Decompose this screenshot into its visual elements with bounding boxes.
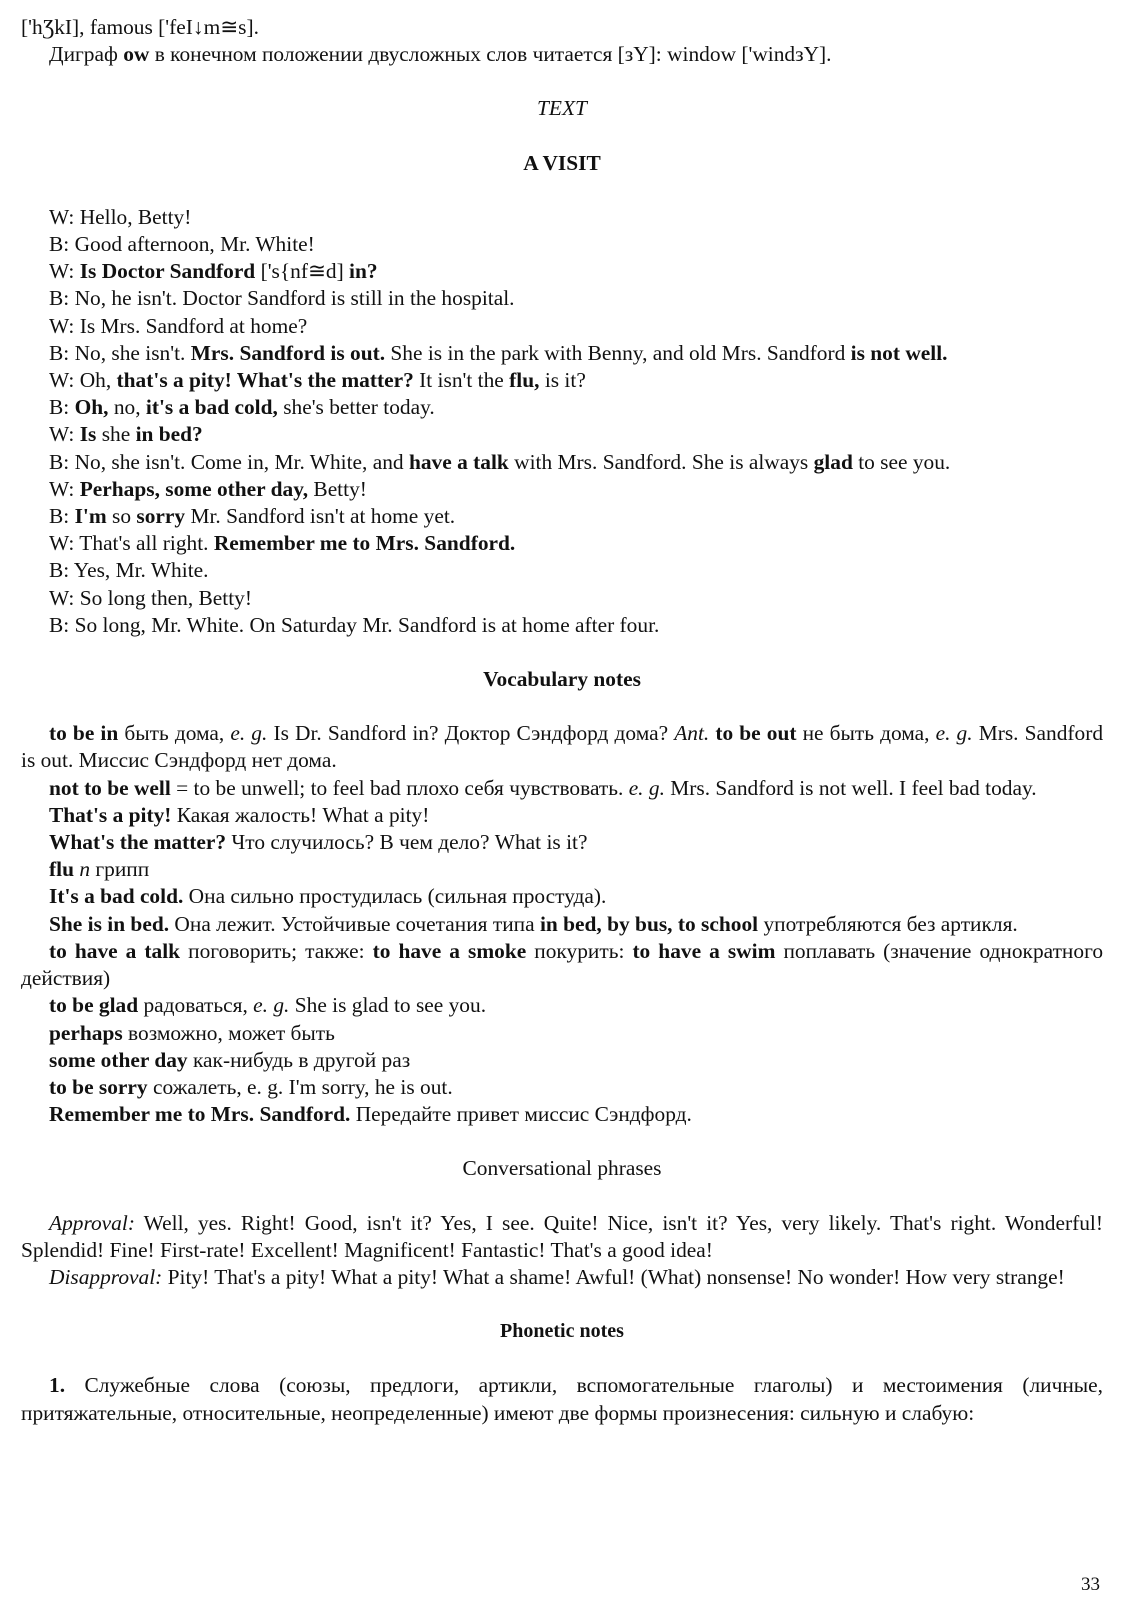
dialogue-line: W: Oh, that's a pity! What's the matter? It isn't the flu, is it? xyxy=(49,368,586,393)
vocab-entry: some other day как-нибудь в другой раз xyxy=(49,1047,411,1072)
speaker: B: xyxy=(49,395,70,420)
vocabulary-notes xyxy=(21,720,1103,1128)
speaker: B: xyxy=(49,340,70,365)
dialogue-line: W: Is Mrs. Sandford at home? xyxy=(49,313,308,338)
speaker: W: xyxy=(49,531,75,556)
dialogue-line: W: Hello, Betty! xyxy=(49,204,192,229)
speaker: W: xyxy=(49,585,75,610)
vocab-entry: to be sorry сожалеть, e. g. I'm sorry, he is out. xyxy=(49,1074,453,1099)
vocab-entry: perhaps возможно, может быть xyxy=(49,1020,335,1045)
speaker: W: xyxy=(49,313,75,338)
speaker: W: xyxy=(49,259,75,284)
vocab-entry: flu n грипп xyxy=(49,857,150,882)
speaker: B: xyxy=(49,449,70,474)
speaker: B: xyxy=(49,612,70,637)
speaker: B: xyxy=(49,558,70,583)
vocab-entry: She is in bed. Она лежит. Устойчивые сочетания типа in bed, by bus, to school употребляются без артикля. xyxy=(49,911,1018,936)
dialogue-line: W: Is she in bed? xyxy=(49,422,203,447)
speaker: B: xyxy=(49,232,70,257)
dialogue-line: B: No, he isn't. Doctor Sandford is still in the hospital. xyxy=(49,286,515,311)
dialogue-line: B: Good afternoon, Mr. White! xyxy=(49,232,315,257)
page-content xyxy=(21,14,1103,1427)
dialogue-line: W: Is Doctor Sandford ['s{nf≅d] in? xyxy=(49,259,378,284)
vocab-entry: to be glad радоваться, e. g. She is glad to see you. xyxy=(49,993,487,1018)
page-number: 33 xyxy=(1081,1574,1100,1595)
vocab-entry: to have a talk поговорить; также: to have a smoke покурить: to have a swim поплавать (значение однократного действия) xyxy=(21,938,1104,991)
vocab-entry: That's a pity! Какая жалость! What a pity! xyxy=(49,802,430,827)
dialogue xyxy=(21,204,1103,639)
speaker: W: xyxy=(49,368,75,393)
digraph-rule: Диграф ow в конечном положении двусложных слов читается [зY]: window ['windзY]. xyxy=(49,42,832,67)
speaker: B: xyxy=(49,286,70,311)
dialogue-line: W: Perhaps, some other day, Betty! xyxy=(49,476,367,501)
dialogue-line: B: So long, Mr. White. On Saturday Mr. Sandford is at home after four. xyxy=(49,612,660,637)
speaker: W: xyxy=(49,204,75,229)
phonetic-line: ['hƷkI], famous ['feI↓m≅s]. xyxy=(21,15,259,39)
dialogue-line: B: I'm so sorry Mr. Sandford isn't at home yet. xyxy=(49,504,456,529)
conv-approval: Approval: Well, yes. Right! Good, isn't it? Yes, I see. Quite! Nice, isn't it? Yes, very likely. That's right. Wonderful! Splendid! Fine! First-rate! Excellent! Magnificent! Fantastic! That's a good idea! xyxy=(21,1210,1103,1262)
phon-note-1: 1. Служебные слова (союзы, предлоги, артикли, вспомогательные глаголы) и местоимения (личные, притяжательные, относительные, неопределенные) имеют две формы произнесения: сильную и слабую: xyxy=(21,1373,1103,1425)
dialogue-line: B: Yes, Mr. White. xyxy=(49,558,209,583)
vocab-entry: not to be well = to be unwell; to feel bad плохо себя чувствовать. e. g. Mrs. Sandford is not well. I feel bad today. xyxy=(49,775,1037,800)
vocab-entry: What's the matter? Что случилось? В чем дело? What is it? xyxy=(49,830,588,855)
conv-disapproval: Disapproval: Pity! That's a pity! What a pity! What a shame! Awful! (What) nonsense! No wonder! How very strange! xyxy=(49,1264,1065,1289)
vocab-entry: It's a bad cold. Она сильно простудилась (сильная простуда). xyxy=(49,884,607,909)
text-title: A VISIT xyxy=(523,150,601,175)
dialogue-line: W: So long then, Betty! xyxy=(49,585,252,610)
conv-title: Conversational phrases xyxy=(462,1156,662,1181)
vocab-title: Vocabulary notes xyxy=(483,667,641,692)
dialogue-line: B: No, she isn't. Come in, Mr. White, and have a talk with Mrs. Sandford. She is always glad to see you. xyxy=(49,449,951,474)
vocab-entry: Remember me to Mrs. Sandford. Передайте привет миссис Сэндфорд. xyxy=(49,1102,692,1127)
dialogue-line: W: That's all right. Remember me to Mrs. Sandford. xyxy=(49,531,516,556)
text-label: TEXT xyxy=(537,96,587,121)
speaker: W: xyxy=(49,476,75,501)
dialogue-line: B: Oh, no, it's a bad cold, she's better today. xyxy=(49,395,435,420)
speaker: B: xyxy=(49,504,70,529)
phon-title: Phonetic notes xyxy=(500,1320,624,1343)
speaker: W: xyxy=(49,422,75,447)
dialogue-line: B: No, she isn't. Mrs. Sandford is out. She is in the park with Benny, and old Mrs. Sandford is not well. xyxy=(49,340,948,365)
vocab-entry: to be in быть дома, e. g. Is Dr. Sandford in? Доктор Сэндфорд дома? Ant. to be out не быть дома, e. g. Mrs. Sandford is out. Миссис Сэндфорд нет дома. xyxy=(21,721,1104,773)
